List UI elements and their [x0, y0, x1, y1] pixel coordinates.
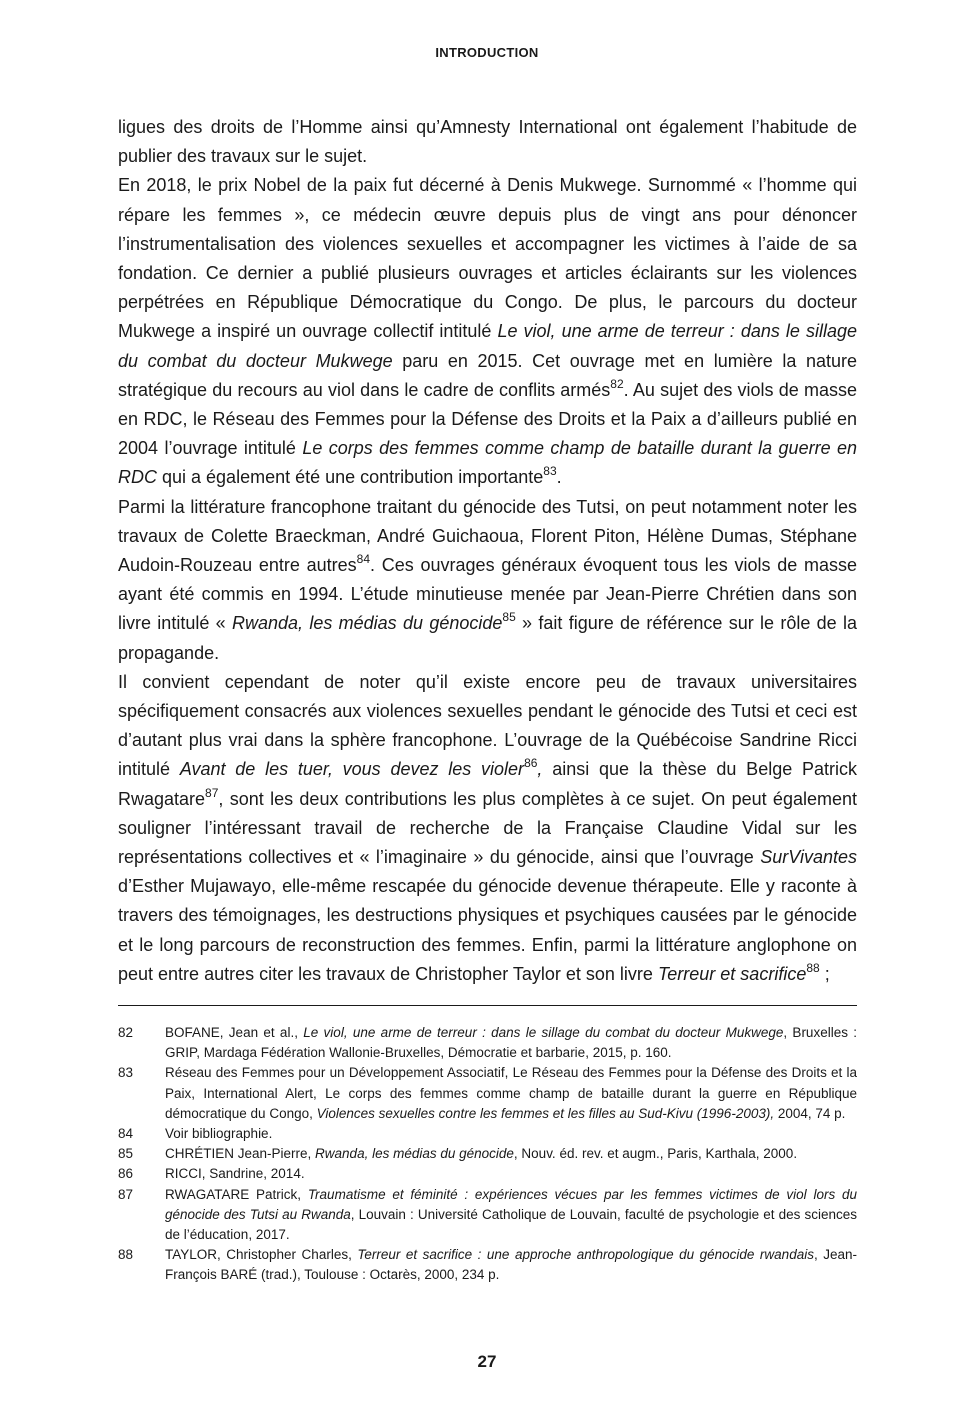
text-run: TAYLOR, Christopher Charles, — [165, 1247, 358, 1263]
text-run: , Jean-François BARÉ (trad.), Toulouse : Octarès, 2000, 234 p. — [165, 1247, 857, 1283]
text-run: BOFANE, Jean et al., — [165, 1025, 304, 1040]
text-run: . Ces ouvrages généraux évoquent tous les viols de masse ayant été commis en 1994. L’étude minutieuse menée par Jean-Pierre Chrétien dans son livre intitulé « — [118, 555, 857, 634]
footnote-number: 83 — [118, 1065, 134, 1081]
text-run: . — [556, 467, 562, 488]
text-run: Réseau des Femmes pour un Développement Associatif, Le Réseau des Femmes pour la Défense des Droits et la Paix, International Alert, Le corps des femmes comme champ de bataille durant la guerre en République démocratique du Congo, — [165, 1065, 857, 1121]
footnote-ref-84[interactable]: 84 — [356, 552, 371, 567]
footnote-ref-86[interactable]: 86 — [524, 756, 538, 771]
footnote-ref-87[interactable]: 87 — [205, 785, 219, 800]
footnote-divider — [118, 1005, 857, 1006]
footnote-87 — [118, 1185, 857, 1246]
footnote-ref-88[interactable]: 88 — [806, 960, 820, 975]
italic-title: Traumatisme et féminité : expériences vécues par les femmes victimes de viol lors du génocide des Tutsi au Rwanda — [165, 1186, 857, 1222]
paragraph-4 — [118, 668, 857, 989]
footnote-number: 87 — [118, 1186, 134, 1202]
footnote-text: Voir bibliographie. — [165, 1126, 273, 1142]
footnote-85 — [118, 1144, 857, 1164]
italic-title: Le viol, une arme de terreur : dans le sillage du combat du docteur Mukwege — [118, 321, 857, 371]
text-run: CHRÉTIEN Jean-Pierre, — [165, 1146, 316, 1162]
text-run: paru en 2015. Cet ouvrage met en lumière la nature stratégique du recours au viol dans le cadre de conflits armés — [118, 350, 857, 400]
text-run: Il convient cependant de noter qu’il existe encore peu de travaux universitaires spécifiquement consacrés aux violences sexuelles pendant le génocide des Tutsi et ceci est d’autant plus vrai dans la sphère francophone. L’ouvrage de la Québécoise Sandrine Ricci intitulé — [118, 671, 857, 780]
italic-title: Violences sexuelles contre les femmes et les filles au Sud-Kivu (1996-2003), — [316, 1105, 775, 1121]
footnote-number: 85 — [118, 1146, 134, 1162]
italic-title: Avant de les tuer, vous devez les violer — [179, 759, 525, 780]
running-header: INTRODUCTION — [435, 45, 539, 60]
footnote-text — [165, 1245, 857, 1285]
footnote-text — [165, 1144, 857, 1164]
page-number: 27 — [477, 1352, 497, 1371]
paragraph-1: ligues des droits de l’Homme ainsi qu’Amnesty International ont également l’habitude de publier des travaux sur le sujet. — [118, 117, 857, 167]
text-run: . Au sujet des viols de masse en RDC, le Réseau des Femmes pour la Défense des Droits et la Paix a d’ailleurs publié en 2004 l’ouvrage intitulé — [118, 379, 857, 459]
footnote-ref-82[interactable]: 82 — [610, 376, 624, 391]
text-run: d’Esther Mujawayo, elle-même rescapée du génocide devenue thérapeute. Elle y raconte à travers des témoignages, les destructions physiques et psychiques causées par le génocide et le long parcours de reconstruction des femmes. Enfin, parmi la littérature anglophone on peut entre autres citer les travaux de Christopher Taylor et son livre — [118, 876, 857, 984]
text-run: Parmi la littérature francophone traitant du génocide des Tutsi, on peut notamment noter les travaux de Colette Braeckman, André Guichaoua, Florent Piton, Hélène Dumas, Stéphane Audoin-Rouzeau entre autres — [118, 496, 857, 576]
footnotes — [118, 1023, 857, 1286]
footnote-ref-85[interactable]: 85 — [502, 610, 516, 625]
italic-title: Le viol, une arme de terreur : dans le sillage du combat du docteur Mukwege — [303, 1025, 784, 1040]
text-run: RWAGATARE Patrick, — [165, 1186, 308, 1202]
italic-comma: , — [537, 759, 543, 780]
footnote-82 — [118, 1023, 857, 1063]
text-run: , Louvain : Université Catholique de Louvain, faculté de psychologie et des sciences de l’éducation, 2017. — [165, 1206, 857, 1243]
italic-title: Rwanda, les médias du génocide — [231, 613, 503, 634]
text-run: En 2018, le prix Nobel de la paix fut décerné à Denis Mukwege. Surnommé « l’homme qui répare les femmes », ce médecin œuvre depuis plus de vingt ans pour dénoncer l’instrumentalisation des violences sexuelles et accompagner les victimes à l’aide de sa fondation. Ce dernier a publié plusieurs ouvrages et articles éclairants sur les violences perpétrées en République Démocratique du Congo. De plus, le parcours du docteur Mukwege a inspiré un ouvrage collectif intitulé — [118, 175, 857, 342]
text-run: , Nouv. éd. rev. et augm., Paris, Karthala, 2000. — [513, 1146, 798, 1162]
main-text — [118, 113, 857, 989]
text-run: qui a également été une contribution importante — [157, 467, 544, 488]
text-run: , Bruxelles : GRIP, Mardaga Fédération Wallonie-Bruxelles, Démocratie et barbarie, 2015, p. 160. — [165, 1025, 858, 1061]
italic-title: Terreur et sacrifice : une approche anthropologique du génocide rwandais — [357, 1247, 814, 1263]
italic-title: Rwanda, les médias du génocide — [315, 1146, 514, 1162]
footnote-text — [165, 1023, 857, 1063]
footnote-86 — [118, 1164, 857, 1184]
text-run: , sont les deux contributions les plus complètes à ce sujet. On peut également souligner l’intéressant travail de recherche de la Française Claudine Vidal sur les représentations collectives et « l’imaginaire » du génocide, ainsi que l’ouvrage — [118, 788, 857, 868]
italic-title: Terreur et sacrifice — [657, 963, 807, 984]
footnote-ref-83[interactable]: 83 — [543, 464, 557, 479]
footnote-number: 86 — [118, 1166, 134, 1182]
footnote-83 — [118, 1063, 857, 1124]
footnote-number: 88 — [118, 1247, 134, 1263]
paragraph-2 — [118, 171, 857, 492]
italic-title: Le corps des femmes comme champ de bataille durant la guerre en RDC — [118, 438, 858, 488]
paragraph-3 — [118, 493, 857, 668]
footnote-84 — [118, 1124, 857, 1144]
footnote-number: 84 — [118, 1126, 134, 1142]
text-run: » fait figure de référence sur le rôle de la propagande. — [118, 613, 858, 663]
text-run: ainsi que la thèse du Belge Patrick Rwagatare — [118, 759, 858, 809]
footnote-text — [165, 1063, 857, 1124]
footnote-number: 82 — [118, 1025, 134, 1040]
italic-title: SurVivantes — [760, 847, 857, 868]
footnote-text: RICCI, Sandrine, 2014. — [165, 1166, 305, 1182]
footnote-text — [165, 1185, 857, 1246]
text-run: 2004, 74 p. — [774, 1105, 846, 1121]
footnote-88 — [118, 1245, 857, 1285]
text-run: ; — [819, 963, 830, 984]
